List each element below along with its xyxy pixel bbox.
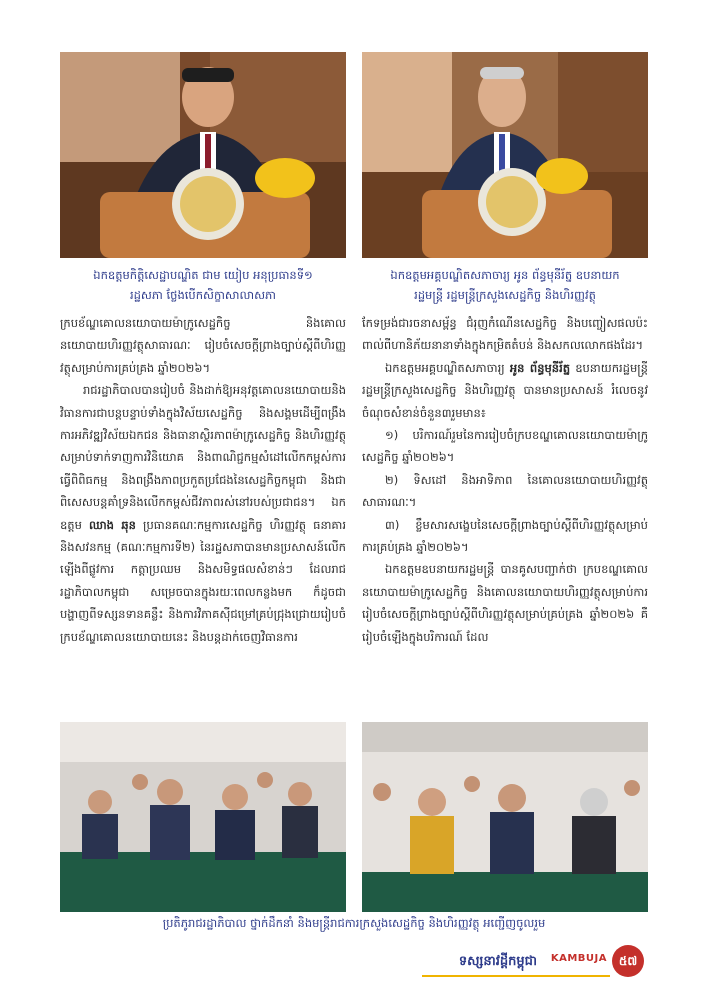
caption-right-line2: រដ្ឋមន្ត្រី រដ្ឋមន្ត្រីក្រសួងសេដ្ឋកិច្ច និងហិរញ្ញវត្ថុ [414,288,596,302]
caption-left [60,265,346,305]
right-paragraph-2-name: អូន ព័ន្ធមុនីរ័ត្ន [509,360,571,375]
footer-accent-line [422,975,610,977]
right-column [362,312,648,712]
page-number: ៥៧ [618,954,638,968]
right-paragraph-2 [362,357,648,424]
photo-speaker-left-art [60,52,346,258]
caption-left-line2: រដ្ឋសភា ថ្លែងបើកសិក្ខាសាលាសភា [129,288,276,302]
right-list-item-3: ៣) ខ្លឹមសារសង្ខេបនៃសេចក្តីព្រាងច្បាប់ស្តីពីហិរញ្ញវត្ថុសម្រាប់ការគ្រប់គ្រង ឆ្នាំ២០២៦។ [362,517,648,555]
right-paragraph-2-text-a: ឯកឧត្តមអគ្គបណ្ឌិតសភាចារ្យ [385,360,510,375]
left-paragraph-2-text-b: ប្រធានគណៈកម្មការសេដ្ឋកិច្ច ហិរញ្ញវត្ថុ ធនាគារ និងសវនកម្ម (គណៈកម្មការទី២) នៃរដ្ឋសភាបានមានប្រសាសន៍លើកឡើងពីផ្លូវការ កត្តាប្រឈម និងសមិទ្ធផលសំខាន់ៗ ដែលរាជរដ្ឋាភិបាលកម្ពុជា សម្រេចបានក្នុងរយៈពេលកន្លងមក ក៏ដូចជាបង្ហាញពីទស្សនទានគន្លឹះ និងការវិភាគស៊ីជម្រៅគ្រប់ជ្រុងជ្រោយរៀបចំក្របខ័ណ្ឌគោលនយោបាយនេះ និងបន្តដាក់ចេញវិធានការ [60,517,346,644]
caption-left-line1: ឯកឧត្ដមកិត្តិសេដ្ឋាបណ្ឌិត ជាម យៀប អនុប្រធានទី១ [93,268,313,282]
left-column [60,312,346,712]
left-paragraph-2 [60,379,346,648]
left-paragraph-1: ក្របខ័ណ្ឌគោលនយោបាយម៉ាក្រូសេដ្ឋកិច្ច និងគោលនយោបាយហិរញ្ញវត្ថុសាធារណៈ រៀបចំសេចក្តីព្រាងច្បាប់ស្តីពីហិរញ្ញវត្ថុសម្រាប់ការគ្រប់គ្រង ឆ្នាំ២០២៦។ [60,316,346,375]
left-paragraph-2-name: ឈាង ឆុន [88,517,136,532]
caption-right [362,265,648,305]
right-paragraph-1: កែទម្រង់ជារចនាសម្ព័ន្ធ ជំរុញកំណើនសេដ្ឋកិច្ច និងបញ្ចៀសផលប៉ះពាល់ពីហានិភ័យនានាទាំងក្នុងកម្រិតតំបន់ និងសកលលោកផងដែរ។ [362,316,648,353]
photo-speaker-left [60,52,346,258]
magazine-title-en: KAMBUJA [550,953,607,964]
page-number-badge [612,945,644,977]
caption-right-line1: ឯកឧត្ដមអគ្គបណ្ឌិតសភាចារ្យ អូន ព័ន្ធមុនីរ័ត្ន ឧបនាយក [390,268,620,282]
photo-audience-left-art [60,722,346,912]
photo-audience-right [362,722,648,912]
photo-audience-left [60,722,346,912]
right-list-item-2: ២) ទិសដៅ និងអាទិភាព នៃគោលនយោបាយហិរញ្ញវត្ថុសាធារណៈ។ [362,472,648,510]
caption-bottom: ប្រតិភូរាជរដ្ឋាភិបាល ថ្នាក់ដឹកនាំ និងមន្ត្រីរាជការក្រសួងសេដ្ឋកិច្ច និងហិរញ្ញវត្ថុ អញ្ជើញចូលរួម [162,916,546,930]
left-paragraph-2-text-a: រាជរដ្ឋាភិបាលបានរៀបចំ និងដាក់ឱ្យអនុវត្តគោលនយោបាយនិងវិធានការជាបន្តបន្ទាប់ទាំងក្នុងវិស័យសេដ្ឋកិច្ច និងសង្គមដើម្បីពង្រឹងការអភិវឌ្ឍវិស័យឯកជន និងធានាស្ថិរភាពម៉ាក្រូសេដ្ឋកិច្ច និងហិរញ្ញវត្ថុសម្រាប់ទាក់ទាញការវិនិយោគ និងពាណិជ្ជកម្មសំដៅលើកកម្ពស់ការធ្វើពិពិធកម្ម និងពង្រឹងភាពប្រកួតប្រជែងនៃសេដ្ឋកិច្ចកម្ពុជា និងជាពិសេសបន្តគាំទ្រនិងលើកកម្ពស់ជីវភាពរស់នៅរបស់ប្រជាជន។ ឯកឧត្តម [60,383,346,532]
photo-audience-right-art [362,722,648,912]
magazine-title-km [459,953,537,972]
photo-speaker-right-art [362,52,648,258]
right-paragraph-2-text-b: ឧបនាយករដ្ឋមន្ត្រី រដ្ឋមន្ត្រីក្រសួងសេដ្ឋកិច្ច និងហិរញ្ញវត្ថុ បានមានប្រសាសន៍ រំលេចនូវចំណុចសំខាន់ចំនួន៣រួមមាន៖ [362,360,648,420]
photo-speaker-right [362,52,648,258]
magazine-title-km-text: ទស្សនាវដ្តីកម្ពុជា [458,954,537,969]
right-list-item-1: ១) បរិការណ៍រួមនៃការរៀបចំក្របខណ្ឌគោលនយោបាយម៉ាក្រូសេដ្ឋកិច្ច ឆ្នាំ២០២៦។ [362,428,648,465]
right-paragraph-3: ឯកឧត្តមឧបនាយករដ្ឋមន្ត្រី បានគូសបញ្ជាក់ថា ក្របខណ្ឌគោលនយោបាយម៉ាក្រូសេដ្ឋកិច្ច និងគោលនយោបាយហិរញ្ញវត្ថុសម្រាប់ការរៀបចំសេចក្តីព្រាងច្បាប់ស្តីពីហិរញ្ញវត្ថុសម្រាប់គ្រប់គ្រង ឆ្នាំ២០២៦ គឺរៀបចំឡើងក្នុងបរិការណ៍ ដែល [362,562,648,644]
